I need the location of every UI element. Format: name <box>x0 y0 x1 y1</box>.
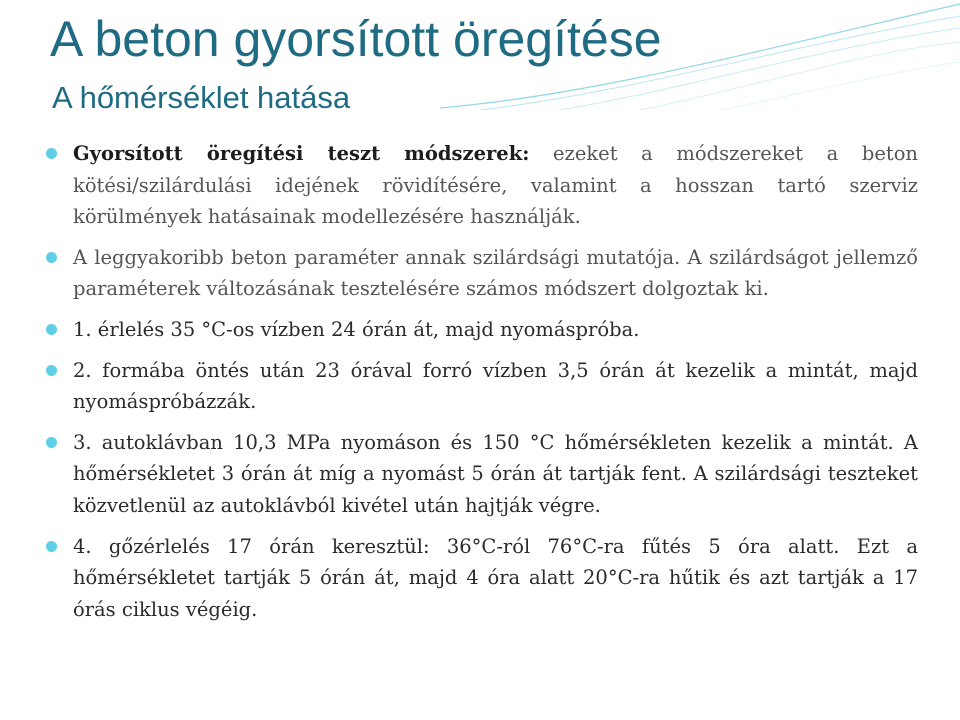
bullet-item <box>44 531 918 626</box>
bullet-dot-icon <box>46 148 57 159</box>
bullet-item <box>44 314 918 346</box>
bullet-item <box>44 242 918 305</box>
bullet-text: 4. gőzérlelés 17 órán keresztül: 36°C-ról 76°C-ra fűtés 5 óra alatt. Ezt a hőmérsékletet tartják 5 órán át, majd 4 óra alatt 20°C-ra hűtik és azt tartják a 17 órás ciklus végéig. <box>73 534 918 621</box>
bullet-dot-icon <box>46 252 57 263</box>
bullet-text: A leggyakoribb beton paraméter annak szilárdsági mutatója. A szilárdságot jellemző paraméterek változásának tesztelésére számos módszert dolgoztak ki. <box>73 245 918 301</box>
bullet-list <box>44 138 918 634</box>
bullet-dot-icon <box>46 437 57 448</box>
bullet-item <box>44 138 918 233</box>
bullet-text: 3. autoklávban 10,3 MPa nyomáson és 150 °C hőmérsékleten kezelik a mintát. A hőmérsékletet 3 órán át míg a nyomást 5 órán át tartják fent. A szilárdsági teszteket közvetlenül az autoklávból kivétel után hajtják végre. <box>73 430 918 517</box>
bullet-dot-icon <box>46 541 57 552</box>
bullet-item <box>44 355 918 418</box>
bullet-dot-icon <box>46 324 57 335</box>
slide-subtitle: A hőmérséklet hatása <box>52 80 351 115</box>
bullet-dot-icon <box>46 365 57 376</box>
bullet-text: 1. érlelés 35 °C-os vízben 24 órán át, majd nyomáspróba. <box>73 317 640 341</box>
bullet-text: 2. formába öntés után 23 órával forró vízben 3,5 órán át kezelik a mintát, majd nyomáspróbázzák. <box>73 358 918 414</box>
slide-title: A beton gyorsított öregítése <box>50 11 662 67</box>
bullet-item <box>44 427 918 522</box>
bullet-text: ezeket a módszereket a beton kötési/szilárdulási idejének rövidítésére, valamint a hosszan tartó szerviz körülmények hatásainak modellezésére használják. <box>73 142 918 229</box>
bullet-bold-lead: Gyorsított öregítési teszt módszerek: <box>73 142 530 165</box>
